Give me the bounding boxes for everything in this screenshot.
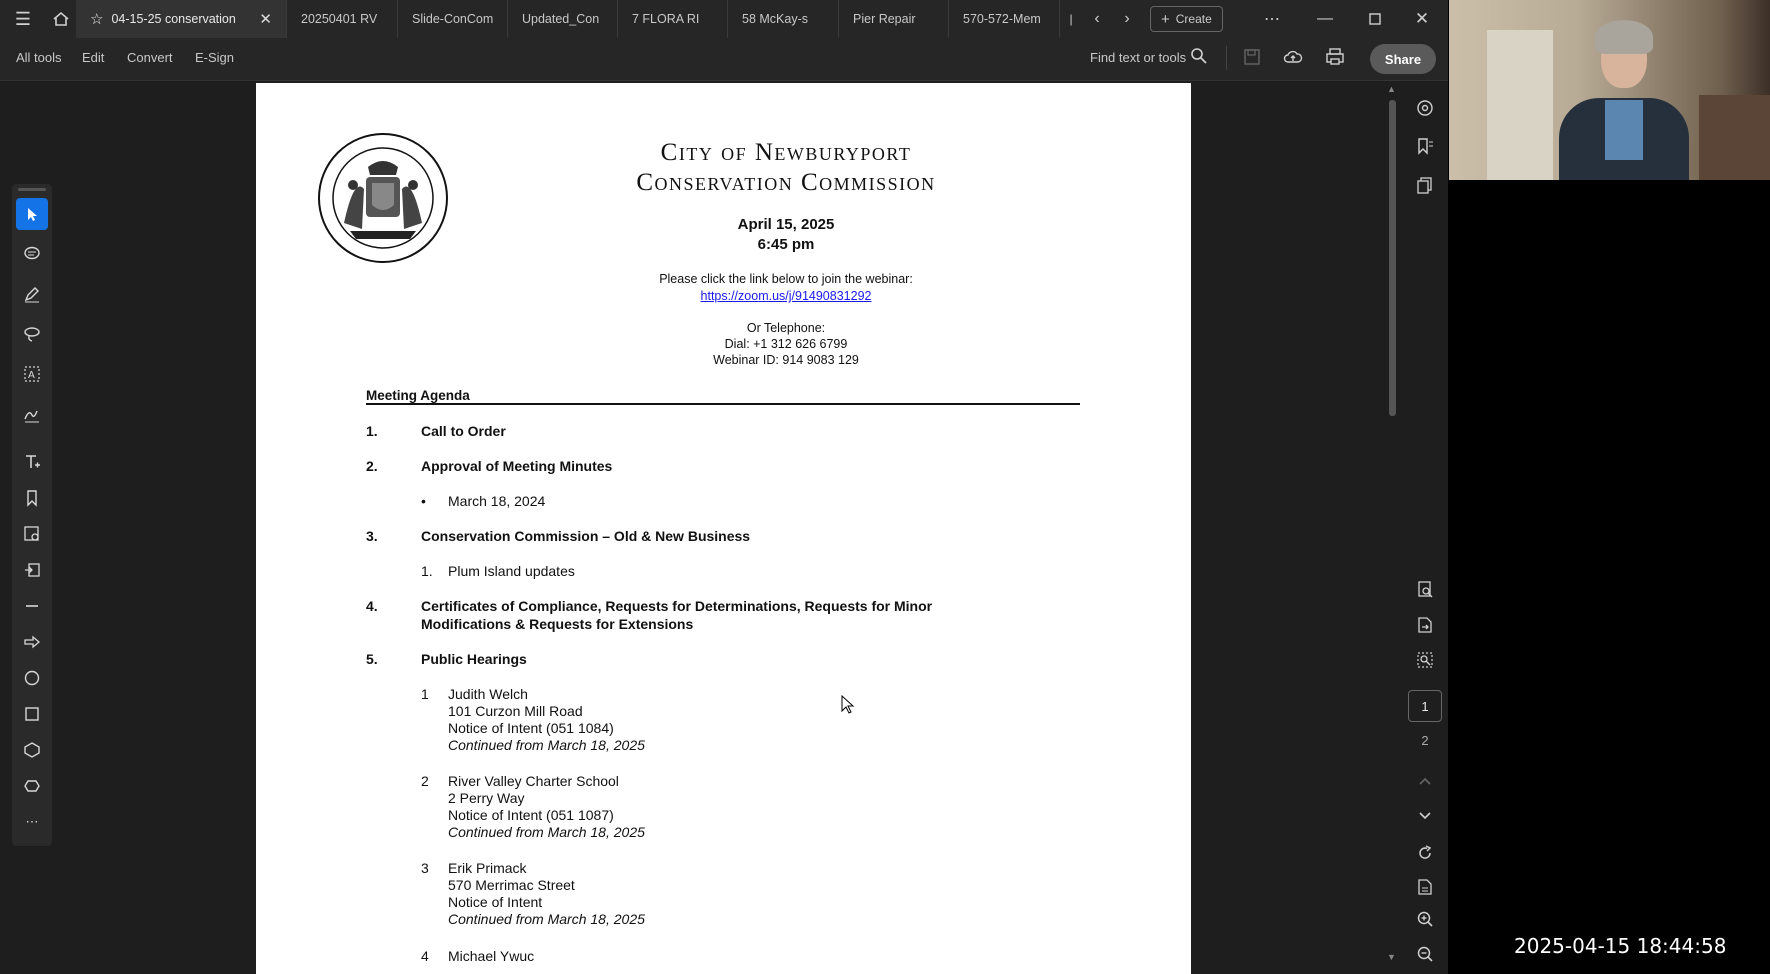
dial-number: Dial: +1 312 626 6799	[724, 337, 848, 351]
plus-icon: +	[1161, 10, 1170, 28]
rectangle-tool-icon[interactable]	[16, 698, 48, 730]
menu-edit[interactable]: Edit	[82, 50, 105, 65]
current-page-box[interactable]	[1408, 690, 1442, 722]
menu-all-tools[interactable]: All tools	[16, 50, 62, 65]
hearing-address: 2 Perry Way	[448, 790, 525, 806]
line-tool-icon[interactable]	[16, 590, 48, 622]
document-title-line1: City of Newburyport	[660, 139, 912, 166]
share-button[interactable]: Share	[1370, 44, 1436, 74]
hearing-number: 4	[421, 948, 429, 964]
agenda-heading: Meeting Agenda	[366, 388, 470, 403]
ai-assistant-icon[interactable]	[1410, 93, 1440, 123]
agenda-item-title: Public Hearings	[421, 651, 527, 667]
tab-label: Slide-ConCom	[412, 12, 494, 26]
close-window-icon[interactable]: ✕	[1414, 9, 1430, 28]
hamburger-menu-icon[interactable]: ☰	[14, 8, 32, 29]
agenda-item-number: 5.	[366, 651, 378, 667]
document-page	[256, 83, 1191, 974]
agenda-item-title: Approval of Meeting Minutes	[421, 458, 613, 474]
hearing-status: Continued from March 18, 2025	[448, 824, 645, 840]
hearing-number: 2	[421, 773, 429, 789]
tab-label: 20250401 RV	[301, 12, 378, 26]
hearing-filing: Notice of Intent	[448, 894, 543, 910]
webinar-prompt: Please click the link below to join the webinar:	[659, 272, 913, 286]
next-page-number[interactable]: 2	[1421, 733, 1429, 748]
scroll-thumb[interactable]	[1389, 100, 1396, 416]
separator	[1226, 46, 1227, 70]
signature-tool-icon[interactable]	[16, 398, 48, 430]
agenda-divider	[366, 403, 1080, 405]
pages-panel-icon[interactable]	[1410, 170, 1440, 200]
tab[interactable]	[839, 0, 949, 38]
search-icon[interactable]	[1190, 47, 1208, 70]
tab[interactable]	[728, 0, 839, 38]
attach-file-icon[interactable]	[16, 554, 48, 586]
hearing-applicant: Erik Primack	[448, 860, 527, 876]
hearing-status: Continued from March 18, 2025	[448, 737, 645, 753]
find-tools-label[interactable]: Find text or tools	[1090, 50, 1187, 65]
star-icon[interactable]: ☆	[90, 11, 104, 28]
text-recognition-icon[interactable]	[16, 358, 48, 390]
hearing-number: 1	[421, 686, 429, 702]
tab-active[interactable]	[76, 0, 287, 38]
more-options-icon[interactable]: ⋯	[1264, 11, 1280, 28]
bookmark-icon[interactable]	[16, 482, 48, 514]
agenda-item-number: 3.	[366, 528, 378, 544]
agenda-item-number: 2.	[366, 458, 378, 474]
scroll-down-icon[interactable]: ▼	[1387, 952, 1396, 962]
hearing-filing: Notice of Intent (051 1084)	[448, 720, 614, 736]
hearing-applicant: Michael Ywuc	[448, 948, 535, 964]
tab-label: Updated_Con	[522, 12, 600, 26]
hearing-address: 570 Merrimac Street	[448, 877, 575, 893]
page-up-icon[interactable]	[1410, 766, 1440, 796]
upload-cloud-icon[interactable]	[1283, 47, 1303, 72]
sub-item-bullet: •	[421, 493, 426, 509]
telephone-label: Or Telephone:	[746, 321, 826, 335]
city-seal-icon	[316, 131, 450, 270]
menu-convert[interactable]: Convert	[127, 50, 173, 65]
webinar-id: Webinar ID: 914 9083 129	[713, 353, 859, 367]
page-fit-icon[interactable]	[1410, 872, 1440, 902]
minimize-icon[interactable]: —	[1317, 10, 1333, 27]
more-tools-icon[interactable]: ⋯	[25, 814, 39, 829]
create-button[interactable]	[1150, 6, 1223, 32]
select-tool-icon[interactable]	[16, 198, 48, 230]
tab[interactable]	[949, 0, 1060, 38]
hearing-applicant: River Valley Charter School	[448, 773, 619, 789]
export-pdf-icon[interactable]	[1410, 610, 1440, 640]
hearing-address: 101 Curzon Mill Road	[448, 703, 583, 719]
home-icon[interactable]	[46, 0, 76, 38]
scroll-up-icon[interactable]: ▲	[1387, 84, 1396, 94]
webcam-shelf	[1699, 95, 1770, 180]
tab-overflow-icon[interactable]: |	[1069, 12, 1073, 26]
menu-esign[interactable]: E-Sign	[195, 50, 235, 65]
tab[interactable]	[508, 0, 618, 38]
stamp-tool-icon[interactable]	[16, 518, 48, 550]
webcam-video-feed	[1449, 0, 1770, 180]
hearing-number: 3	[421, 860, 429, 876]
lasso-draw-icon[interactable]	[16, 318, 48, 350]
arrow-tool-icon[interactable]	[16, 626, 48, 658]
sub-item-bullet: 1.	[421, 563, 433, 579]
hearing-filing: Notice of Intent (051 1087)	[448, 807, 614, 823]
bookmarks-panel-icon[interactable]	[1410, 131, 1440, 161]
tab[interactable]	[618, 0, 728, 38]
chevron-right-icon[interactable]: ›	[1124, 10, 1130, 27]
comment-tool-icon[interactable]	[16, 238, 48, 270]
print-icon[interactable]	[1325, 47, 1345, 72]
sub-item-text: March 18, 2024	[448, 493, 546, 509]
hearing-status: Continued from March 18, 2025	[448, 911, 645, 927]
chevron-left-icon[interactable]: ‹	[1094, 10, 1100, 27]
webcam-doorway	[1487, 30, 1553, 180]
zoom-search-icon[interactable]	[1410, 645, 1440, 675]
tab-bar	[0, 0, 1448, 38]
zoom-link[interactable]: https://zoom.us/j/91490831292	[700, 289, 872, 303]
tab-label: 58 McKay-s	[742, 12, 808, 26]
maximize-icon[interactable]	[1355, 0, 1395, 38]
agenda-item-title: Conservation Commission – Old & New Business	[421, 528, 751, 544]
vertical-scrollbar[interactable]	[1386, 84, 1398, 968]
tab-label: 570-572-Mem	[963, 12, 1041, 26]
tab[interactable]	[287, 0, 398, 38]
zoom-out-icon[interactable]	[1410, 939, 1440, 969]
agenda-item-number: 1.	[366, 423, 378, 439]
agenda-item-title: Certificates of Compliance, Requests for Determinations, Requests for Minor	[421, 598, 933, 614]
sub-item-text: Plum Island updates	[448, 563, 575, 579]
highlight-pen-icon[interactable]	[16, 278, 48, 310]
polygon-tool-icon[interactable]	[16, 734, 48, 766]
agenda-item-title: Call to Order	[421, 423, 506, 439]
rail-grip	[18, 188, 46, 191]
mouse-cursor-icon	[841, 695, 855, 720]
add-text-icon[interactable]	[16, 446, 48, 478]
create-label: Create	[1175, 12, 1212, 26]
tool-rail	[12, 184, 52, 846]
oval-tool-icon[interactable]	[16, 662, 48, 694]
tab[interactable]	[398, 0, 508, 38]
current-page-number: 1	[1421, 698, 1429, 714]
zoom-in-icon[interactable]	[1410, 904, 1440, 934]
tab-label: 7 FLORA RI	[632, 12, 700, 26]
tab-label: Pier Repair	[853, 12, 916, 26]
close-tab-icon[interactable]: ✕	[259, 11, 272, 28]
webcam-participant	[1553, 20, 1693, 180]
hearing-applicant: Judith Welch	[448, 686, 528, 702]
document-title-line2: Conservation Commission	[636, 169, 936, 196]
tab-label: 04-15-25 conservation	[111, 12, 236, 26]
svg-text:A: A	[28, 370, 35, 381]
save-icon[interactable]	[1243, 48, 1261, 71]
rotate-icon[interactable]	[1410, 838, 1440, 868]
agenda-item-title-continued: Modifications & Requests for Extensions	[421, 616, 694, 632]
search-document-icon[interactable]	[1410, 574, 1440, 604]
video-timestamp: 2025-04-15 18:44:58	[1514, 934, 1727, 958]
meeting-time: 6:45 pm	[757, 236, 815, 253]
page-down-icon[interactable]	[1410, 801, 1440, 831]
cloud-shape-icon[interactable]	[16, 770, 48, 802]
secondary-toolbar	[0, 38, 1448, 81]
agenda-item-number: 4.	[366, 598, 378, 614]
meeting-date: April 15, 2025	[737, 216, 835, 233]
